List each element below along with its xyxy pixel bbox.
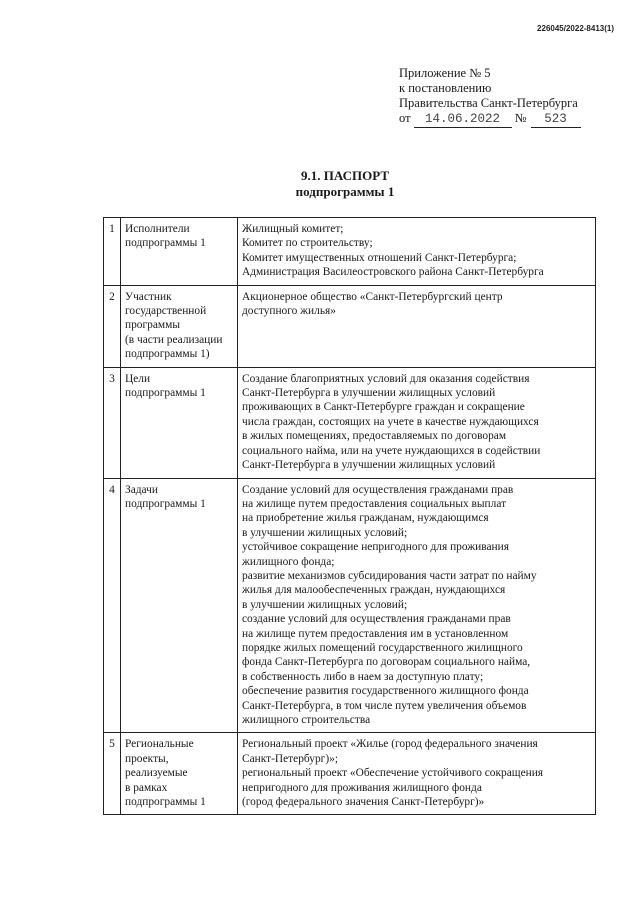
value-line: доступного жилья»	[242, 305, 336, 318]
value-line: Комитет имущественных отношений Санкт-Петербурга;	[242, 251, 517, 264]
label-line: подпрограммы 1	[125, 387, 206, 400]
row-number: 5	[104, 733, 121, 815]
label-line: Участник	[125, 290, 172, 303]
title-line-1: 9.1. ПАСПОРТ	[301, 168, 389, 183]
value-line: Санкт-Петербурга в улучшении жилищных условий	[242, 387, 496, 400]
value-line: в собственность либо в наем за доступную плату;	[242, 670, 484, 683]
appendix-line-1: Приложение № 5	[399, 66, 491, 80]
value-line: устойчивое сокращение непригодного для проживания	[242, 541, 509, 554]
value-line: в улучшении жилищных условий;	[242, 526, 408, 539]
appendix-line-2: к постановлению	[399, 81, 492, 95]
label-line: Региональные	[125, 738, 194, 751]
label-line: программы	[125, 319, 180, 332]
value-line: Комитет по строительству;	[242, 237, 373, 250]
value-line: развитие механизмов субсидирования части затрат по найму	[242, 569, 537, 582]
label-line: подпрограммы 1	[125, 497, 206, 510]
label-line: (в части реализации	[125, 333, 223, 346]
resolution-number: 523	[531, 112, 581, 128]
value-line: создание условий для осуществления гражданами прав	[242, 613, 511, 626]
appendix-date-line	[399, 111, 619, 128]
value-line: (город федерального значения Санкт-Петербург)»	[242, 796, 485, 809]
row-label	[121, 285, 238, 367]
value-line: Санкт-Петербург)»;	[242, 752, 338, 765]
row-number: 3	[104, 367, 121, 478]
value-line: региональный проект «Обеспечение устойчивого сокращения	[242, 767, 544, 780]
value-line: Санкт-Петербурга, в том числе путем увеличения объемов	[242, 699, 527, 712]
value-line: Администрация Василеостровского района Санкт-Петербурга	[242, 266, 544, 279]
label-line: подпрограммы 1	[125, 796, 206, 809]
label-line: Цели	[125, 372, 151, 385]
row-value	[238, 285, 596, 367]
value-line: числа граждан, состоящих на учете в качестве нуждающихся	[242, 415, 539, 428]
value-line: на жилище путем предоставления социальных выплат	[242, 497, 507, 510]
row-number: 1	[104, 218, 121, 286]
value-line: Акционерное общество «Санкт-Петербургский центр	[242, 290, 503, 303]
value-line: Создание благоприятных условий для оказания содействия	[242, 372, 530, 385]
passport-title	[0, 168, 640, 200]
table-row	[104, 733, 596, 815]
value-line: Региональный проект «Жилье (город федерального значения	[242, 738, 538, 751]
number-sign: №	[514, 111, 527, 125]
row-value	[238, 478, 596, 733]
resolution-date: 14.06.2022	[414, 112, 512, 128]
appendix-block	[399, 66, 619, 128]
row-value	[238, 367, 596, 478]
row-label	[121, 367, 238, 478]
table-row	[104, 367, 596, 478]
value-line: социального найма, или на учете нуждающихся в содействии	[242, 444, 541, 457]
row-value	[238, 733, 596, 815]
appendix-line-3: Правительства Санкт-Петербурга	[399, 96, 578, 110]
label-line: подпрограммы 1)	[125, 348, 210, 361]
document-code: 226045/2022-8413(1)	[537, 24, 614, 33]
title-line-2: подпрограммы 1	[295, 184, 395, 199]
value-line: проживающих в Санкт-Петербурге граждан и сокращение	[242, 401, 525, 414]
label-line: Исполнители	[125, 223, 190, 235]
passport-table	[103, 217, 596, 815]
value-line: на приобретение жилья гражданам, нуждающимся	[242, 512, 489, 525]
value-line: жилищного фонда;	[242, 555, 335, 568]
label-line: государственной	[125, 305, 207, 318]
value-line: непригодного для проживания жилищного фонда	[242, 781, 482, 794]
value-line: жилья для малообеспеченных граждан, нуждающихся	[242, 584, 506, 597]
value-line: Жилищный комитет;	[242, 223, 344, 235]
table-row	[104, 478, 596, 733]
date-prefix: от	[399, 111, 411, 125]
row-number: 4	[104, 478, 121, 733]
label-line: реализуемые	[125, 767, 188, 780]
value-line: Санкт-Петербурга в улучшении жилищных условий	[242, 459, 496, 472]
value-line: Создание условий для осуществления гражданами прав	[242, 483, 514, 496]
row-value	[238, 218, 596, 286]
value-line: порядке жилых помещений государственного жилищного	[242, 641, 523, 654]
value-line: в жилых помещениях, предоставляемых по договорам	[242, 430, 507, 443]
value-line: обеспечение развития государственного жилищного фонда	[242, 685, 529, 698]
table-row	[104, 285, 596, 367]
row-label	[121, 218, 238, 286]
value-line: фонда Санкт-Петербурга по договорам социального найма,	[242, 656, 531, 669]
table-row	[104, 218, 596, 286]
row-label	[121, 733, 238, 815]
value-line: в улучшении жилищных условий;	[242, 598, 408, 611]
value-line: жилищного строительства	[242, 714, 371, 726]
label-line: подпрограммы 1	[125, 237, 206, 250]
value-line: на жилище путем предоставления им в установленном	[242, 627, 509, 640]
label-line: в рамках	[125, 781, 168, 794]
row-label	[121, 478, 238, 733]
label-line: Задачи	[125, 483, 158, 496]
label-line: проекты,	[125, 752, 169, 765]
row-number: 2	[104, 285, 121, 367]
